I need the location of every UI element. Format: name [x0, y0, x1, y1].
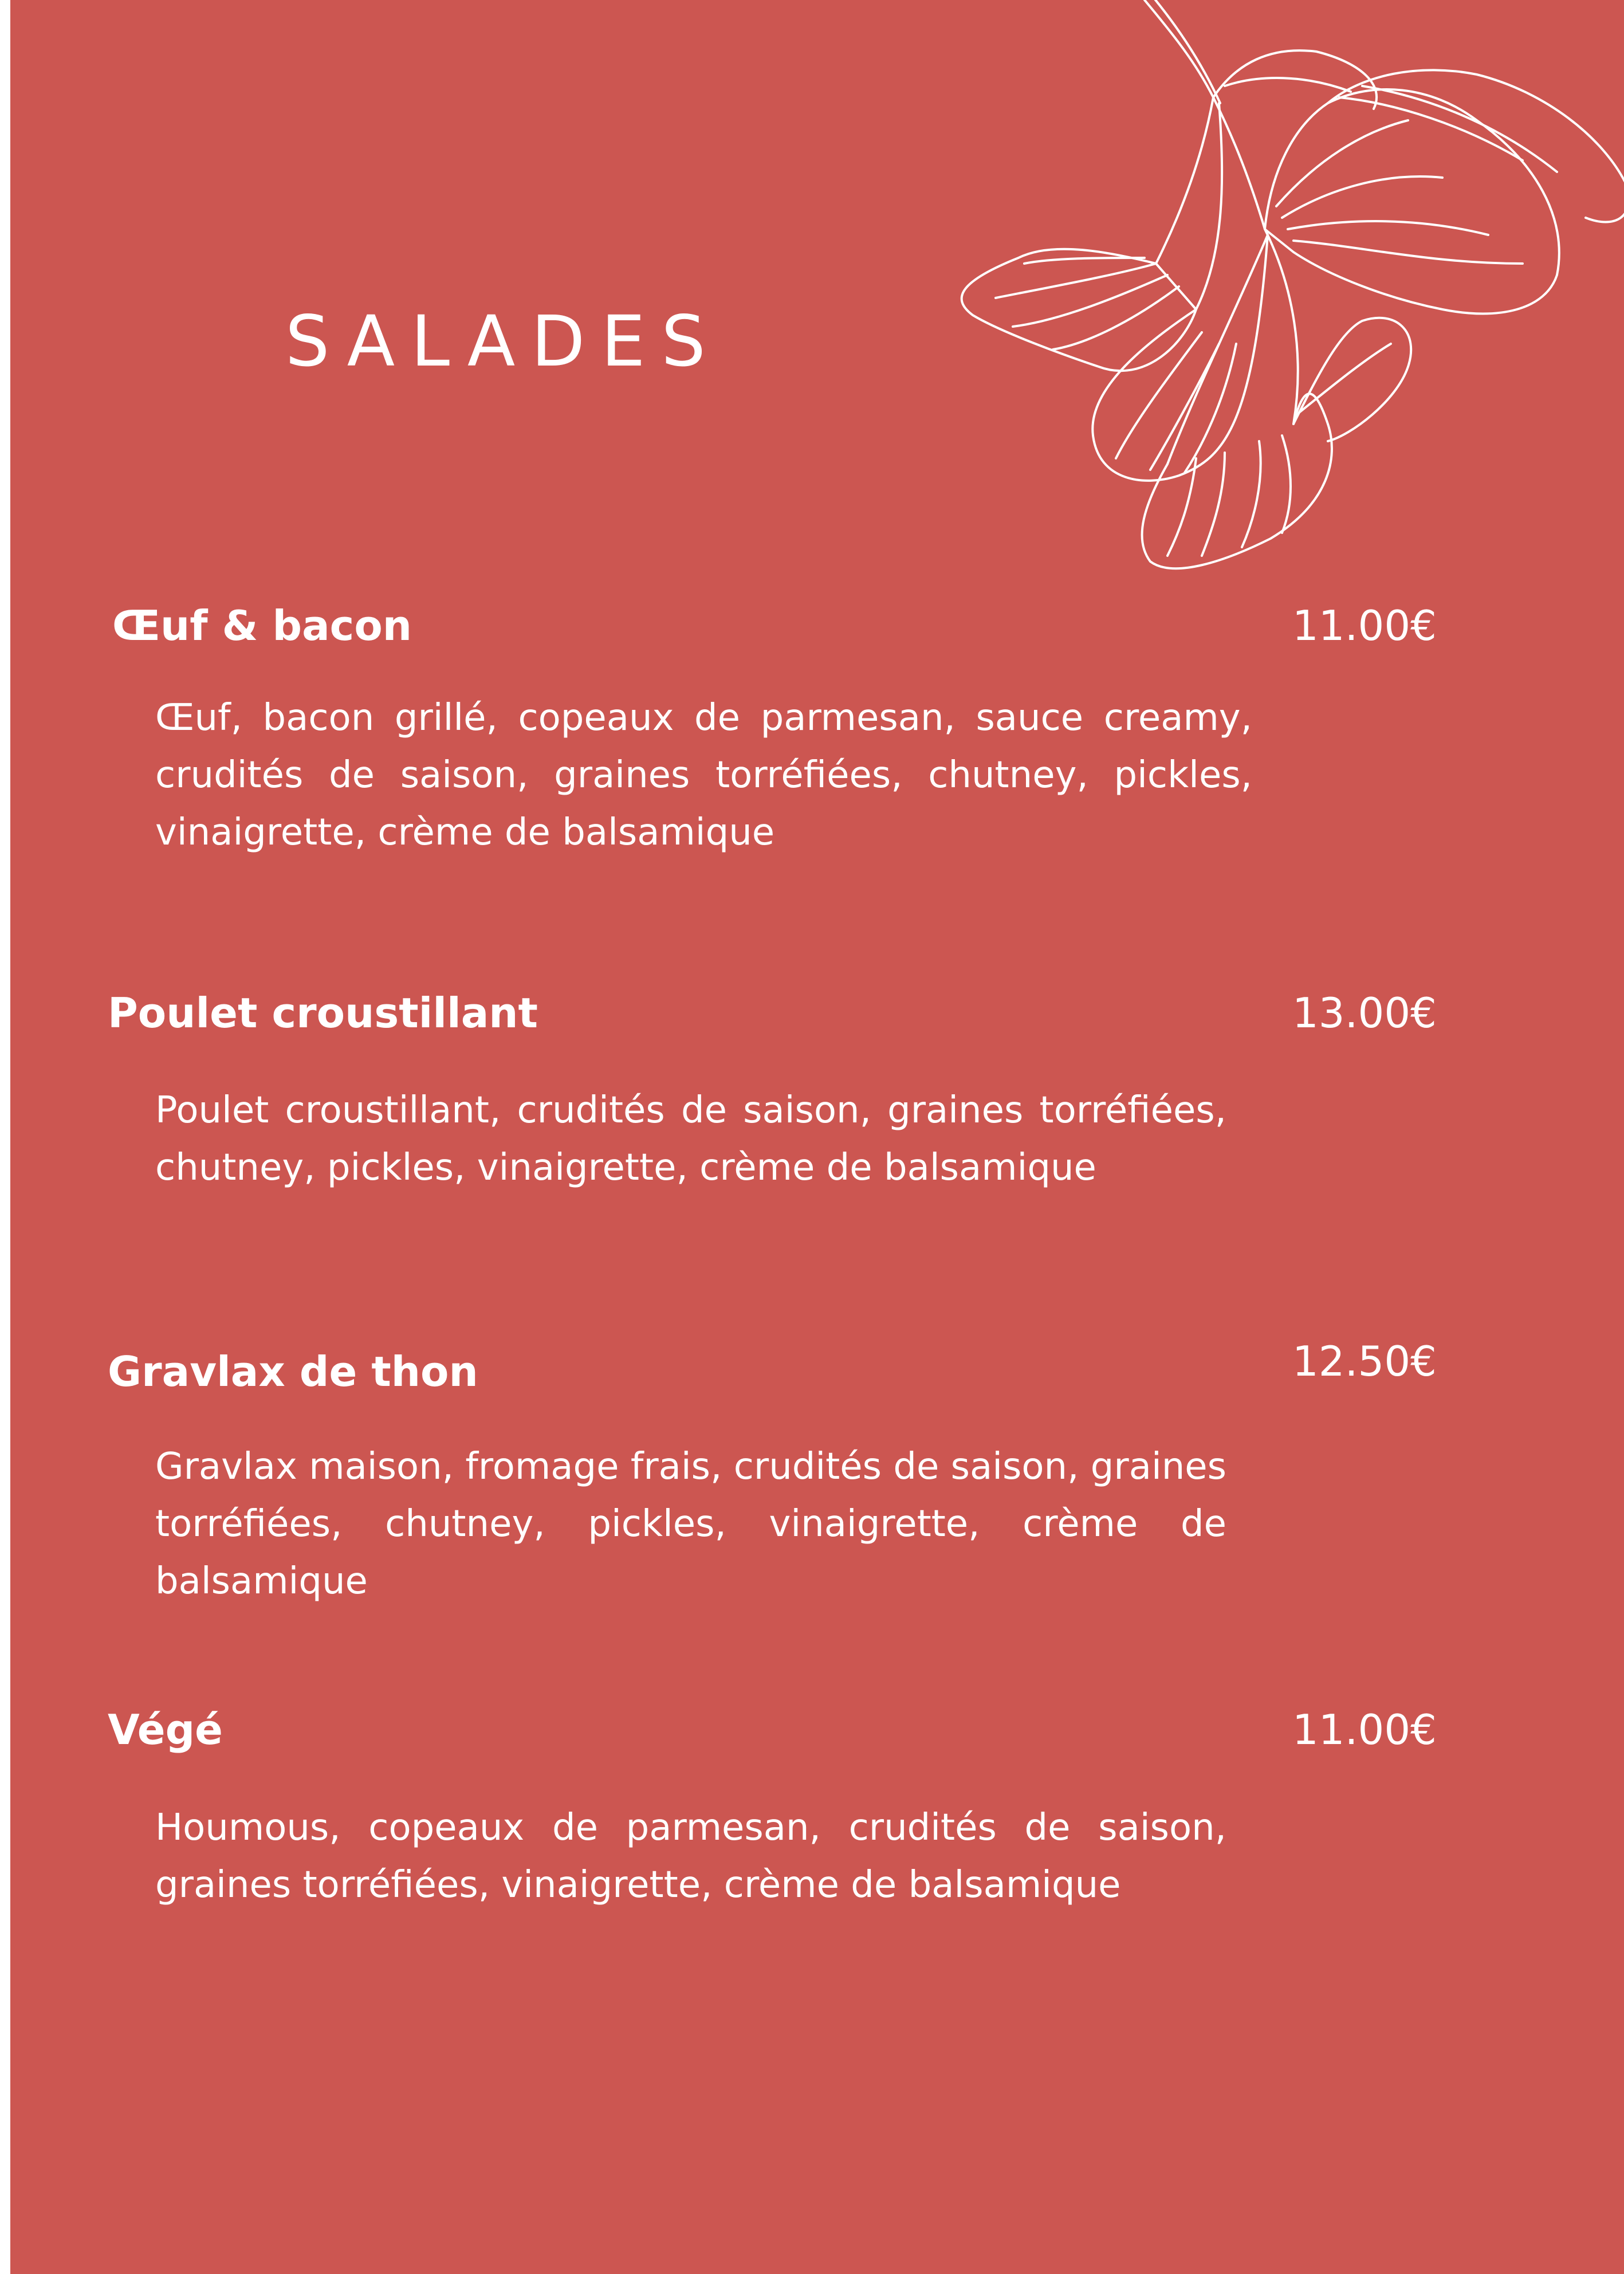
ginkgo-leaf-icon [927, 0, 1624, 584]
menu-item-description: Poulet croustillant, crudités de saison, graines torréfiées, chutney, pickles, vinaigrette, crème de balsamique [155, 1089, 1226, 1189]
menu-item-price: 11.00€ [1292, 602, 1437, 650]
menu-item-description: Œuf, bacon grillé, copeaux de parmesan, sauce creamy, crudités de saison, graines torréfiées, chutney, pickles, vinaigrette, crème de balsamique [155, 697, 1252, 854]
menu-item-name: Gravlax de thon [108, 1348, 478, 1396]
menu-item-description: Gravlax maison, fromage frais, crudités de saison, graines torréfiées, chutney, pickles, vinaigrette, crème de balsamique [155, 1446, 1226, 1603]
menu-item-name: Œuf & bacon [112, 602, 412, 650]
menu-item-price: 12.50€ [1292, 1337, 1437, 1385]
menu-item-name: Végé [108, 1706, 223, 1754]
menu-item-price: 13.00€ [1292, 989, 1437, 1037]
menu-item-description: Houmous, copeaux de parmesan, crudités de saison, graines torréfiées, vinaigrette, crème de balsamique [155, 1806, 1226, 1906]
menu-page [10, 0, 1624, 2274]
menu-item-price: 11.00€ [1292, 1706, 1437, 1754]
page-title: SALADES [285, 301, 722, 382]
menu-item-name: Poulet croustillant [108, 989, 538, 1037]
